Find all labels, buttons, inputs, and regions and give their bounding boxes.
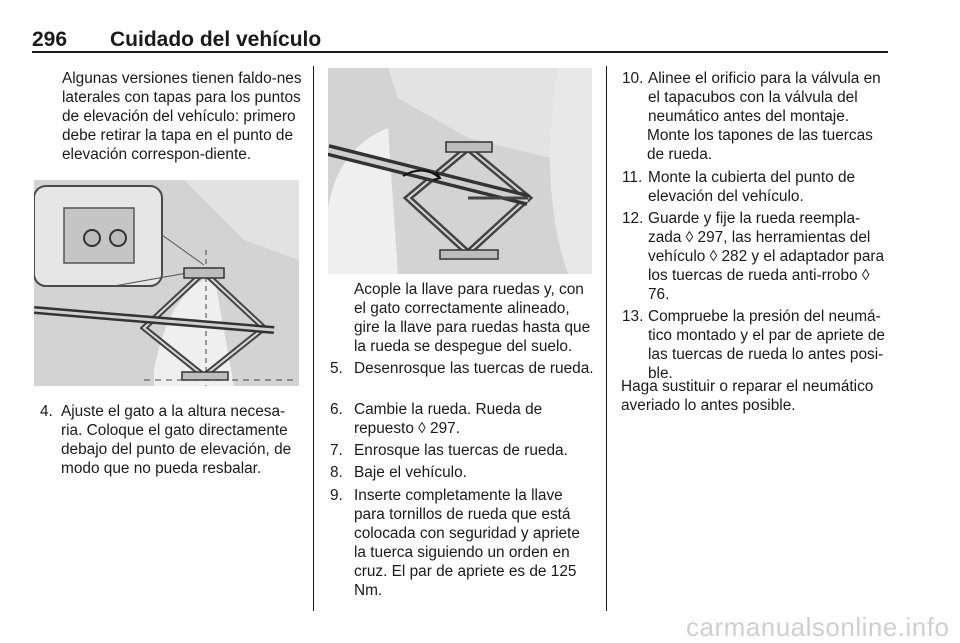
closing-paragraph: Haga sustituir o reparar el neumático averiado lo antes posible. (621, 378, 874, 414)
page-title: Cuidado del vehículo (110, 28, 322, 51)
watermark: carmanualsonline.info (686, 612, 950, 642)
step-number: 10. (622, 70, 644, 87)
step-text: Monte la cubierta del punto de elevación del vehículo. (648, 169, 856, 205)
step-text: Cambie la rueda. Rueda de repuesto ◊ 297. (354, 401, 543, 437)
step-text: Compruebe la presión del neumá-tico montado y el par de apriete de las tuercas de rueda lo antes posi-ble. (648, 308, 885, 382)
intro-paragraph: Algunas versiones tienen faldo-nes laterales con tapas para los puntos de elevación del vehículo: primero debe retirar la tapa en el punto de elevación correspon-diente. (62, 70, 302, 163)
header-rule (32, 51, 888, 53)
column-divider (313, 66, 314, 611)
step-number: 5. (330, 360, 343, 377)
step-text: Desenrosque las tuercas de rueda. (354, 360, 594, 377)
jack-illustration-lifting-point (34, 180, 299, 386)
step-number: 13. (622, 308, 644, 325)
step-text: Ajuste el gato a la altura necesa-ria. Coloque el gato directamente debajo del punto de elevación, de modo que no pueda resbalar. (61, 403, 292, 477)
column-divider (606, 66, 607, 611)
step-text: Alinee el orificio para la válvula en el tapacubos con la válvula del neumático antes del montaje. (648, 70, 881, 125)
step-number: 8. (330, 464, 343, 481)
step-number: 11. (622, 169, 643, 186)
step-text: Baje el vehículo. (354, 464, 467, 481)
jack-with-wheel-wrench-illustration (328, 68, 592, 274)
step-10-note: Monte los tapones de las tuercas de rueda. (647, 127, 873, 163)
step-number: 12. (622, 210, 644, 227)
step-text: Guarde y fije la rueda reempla-zada ◊ 297, las herramientas del vehículo ◊ 282 y el adaptador para los tuercas de rueda anti-rrobo ◊ 76. (648, 210, 885, 303)
step-text: Enrosque las tuercas de rueda. (354, 442, 568, 459)
figure-caption: Acople la llave para ruedas y, con el gato correctamente alineado, gire la llave para ruedas hasta que la rueda se despegue del suelo. (354, 281, 591, 355)
step-number: 6. (330, 401, 343, 418)
step-number: 4. (40, 403, 53, 420)
step-number: 9. (330, 487, 343, 504)
page-header (32, 28, 888, 50)
step-text: Inserte completamente la llave para tornillos de rueda que está colocada con seguridad y apriete la tuerca siguiendo un orden en cruz. El par de apriete es de 125 Nm. (354, 487, 580, 599)
step-number: 7. (330, 442, 343, 459)
page-number: 296 (32, 28, 68, 51)
